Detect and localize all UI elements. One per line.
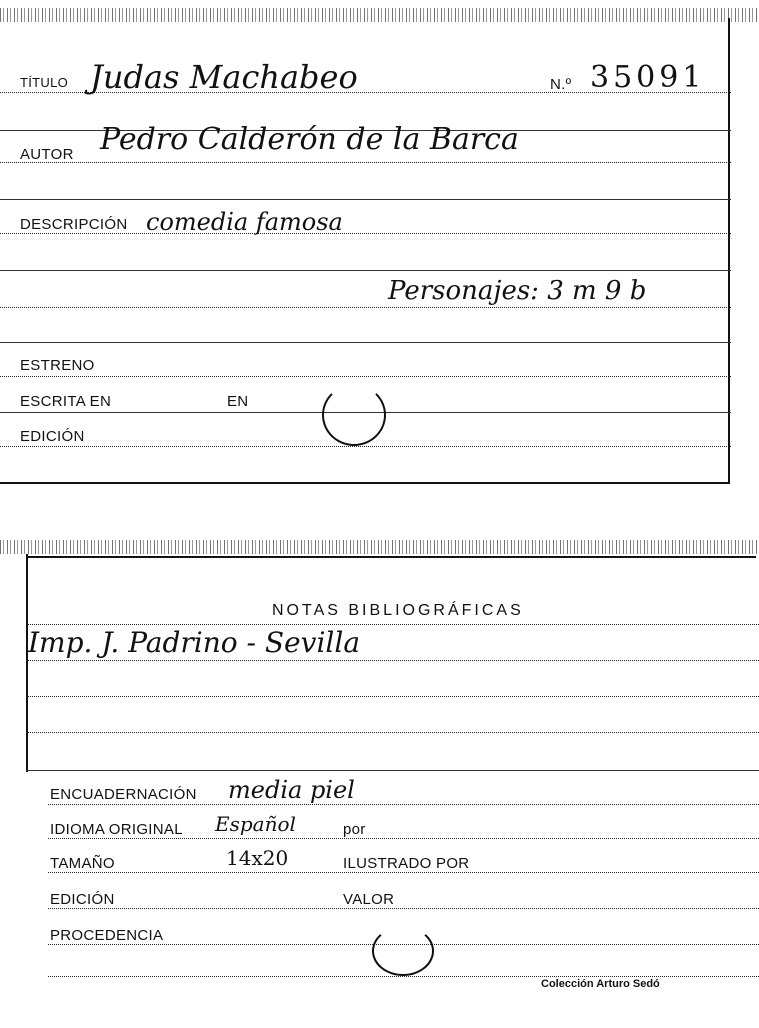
descripcion-value: comedia famosa	[146, 208, 343, 236]
tamano-value: 14x20	[226, 846, 289, 870]
personajes-value: Personajes: 3 m 9 b	[388, 276, 647, 306]
idioma-value: Español	[215, 812, 296, 836]
rule-line	[0, 233, 731, 234]
punch-hole-mark	[372, 926, 434, 976]
edicion-label-back: EDICIÓN	[50, 891, 115, 908]
descripcion-label: DESCRIPCIÓN	[20, 216, 128, 233]
notas-heading: NOTAS BIBLIOGRÁFICAS	[272, 602, 524, 619]
punch-hole-mark	[322, 384, 386, 446]
rule-line	[48, 908, 759, 909]
catalog-card-back	[0, 540, 759, 1028]
estreno-label: ESTRENO	[20, 357, 95, 374]
titulo-value: Judas Machabeo	[90, 58, 358, 96]
nota-value: Imp. J. Padrino - Sevilla	[28, 626, 361, 659]
card-bottom-border	[0, 482, 730, 484]
autor-label: AUTOR	[20, 146, 74, 163]
titulo-label: TÍTULO	[20, 75, 69, 90]
numero-value: 35091	[590, 60, 706, 95]
en-label: EN	[227, 393, 249, 410]
rule-line	[48, 838, 759, 839]
numero-label: N.º	[550, 76, 572, 93]
rule-line	[26, 770, 759, 771]
coleccion-label: Colección Arturo Sedó	[541, 978, 660, 990]
edicion-label: EDICIÓN	[20, 428, 85, 445]
ilustrado-label: ILUSTRADO POR	[343, 855, 470, 872]
rule-line	[0, 307, 731, 308]
escrita-label: ESCRITA EN	[20, 393, 112, 410]
rule-line	[26, 660, 759, 661]
procedencia-label: PROCEDENCIA	[50, 927, 164, 944]
rule-line	[26, 624, 759, 625]
rule-line	[48, 976, 759, 977]
rule-line	[26, 696, 759, 697]
catalog-card-front	[0, 0, 759, 495]
rule-line	[0, 376, 731, 377]
card-left-border	[26, 554, 28, 772]
valor-label: VALOR	[343, 891, 395, 908]
rule-line	[0, 270, 731, 271]
encuadernacion-value: media piel	[228, 776, 355, 804]
autor-value: Pedro Calderón de la Barca	[100, 122, 519, 157]
por-label: por	[343, 821, 366, 838]
card-right-border	[728, 18, 730, 484]
tamano-label: TAMAÑO	[50, 855, 115, 872]
card-top-edge	[0, 8, 759, 22]
rule-line	[0, 342, 731, 343]
rule-line	[0, 199, 731, 200]
rule-line	[0, 446, 731, 447]
encuadernacion-label: ENCUADERNACIÓN	[50, 786, 197, 803]
rule-line	[48, 872, 759, 873]
rule-line	[0, 162, 731, 163]
card-top-border	[26, 556, 756, 558]
idioma-label: IDIOMA ORIGINAL	[50, 821, 183, 838]
card-top-edge	[0, 540, 759, 554]
rule-line	[26, 732, 759, 733]
rule-line	[48, 804, 759, 805]
